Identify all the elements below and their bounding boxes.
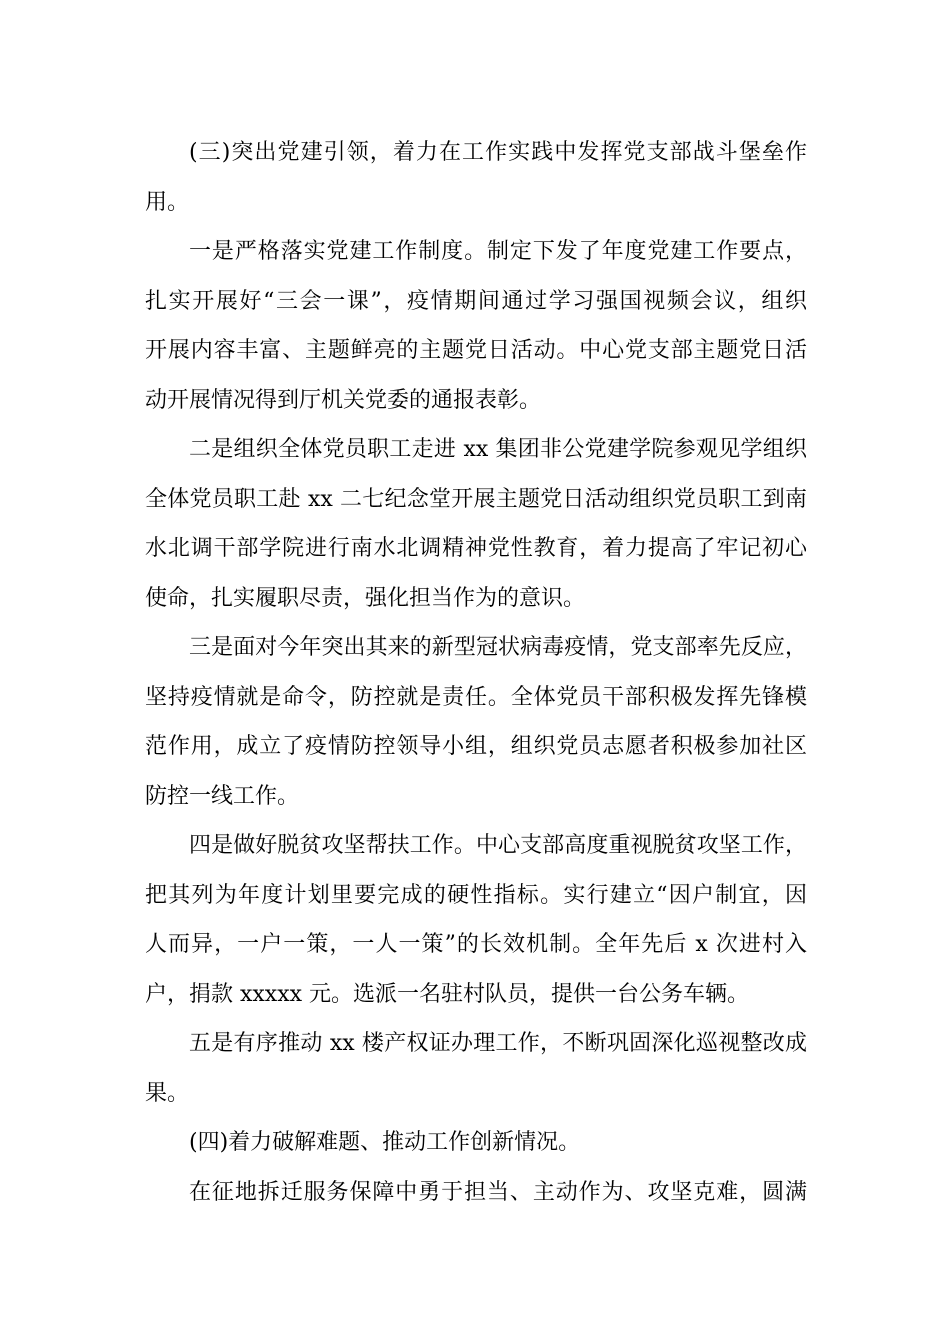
text-line: (四)着力破解难题、推动工作创新情况。: [189, 1130, 581, 1155]
text-line: 果。: [145, 1080, 190, 1106]
text-line: 户，捐款 xxxxx 元。选派一名驻村队员，提供一台公务车辆。: [145, 981, 750, 1007]
text-line: 人而异，一户一策，一人一策”的长效机制。全年先后 x 次进村入: [145, 932, 807, 957]
text-line: 使命，扎实履职尽责，强化担当作为的意识。: [145, 585, 586, 611]
text-line: 扎实开展好“三会一课”，疫情期间通过学习强国视频会议，组织: [145, 288, 807, 314]
section-heading-3: [145, 128, 807, 227]
paragraph-item-2: [145, 425, 807, 623]
paragraph-item-6: [145, 1168, 807, 1218]
paragraph-item-4: [145, 821, 807, 1019]
text-line: 防控一线工作。: [145, 783, 300, 809]
text-line: 二是组织全体党员职工走进 xx 集团非公党建学院参观见学组织: [189, 437, 807, 462]
paragraph-item-3: [145, 623, 807, 821]
text-line: 坚持疫情就是命令，防控就是责任。全体党员干部积极发挥先锋模: [145, 684, 807, 710]
text-line: 用。: [145, 189, 190, 215]
paragraph-item-1: [145, 227, 807, 425]
text-line: 五是有序推动 xx 楼产权证办理工作，不断巩固深化巡视整改成: [189, 1031, 807, 1056]
text-line: 在征地拆迁服务保障中勇于担当、主动作为、攻坚克难，圆满: [189, 1179, 807, 1205]
text-line: 三是面对今年突出其来的新型冠状病毒疫情，党支部率先反应，: [189, 635, 807, 660]
text-line: 范作用，成立了疫情防控领导小组，组织党员志愿者积极参加社区: [145, 734, 807, 759]
text-line: 四是做好脱贫攻坚帮扶工作。中心支部高度重视脱贫攻坚工作，: [189, 833, 807, 858]
text-line: 水北调干部学院进行南水北调精神党性教育，着力提高了牢记初心: [145, 536, 807, 561]
text-line: 把其列为年度计划里要完成的硬性指标。实行建立“因户制宜，因: [145, 882, 807, 908]
text-line: 全体党员职工赴 xx 二七纪念堂开展主题党日活动组织党员职工到南: [145, 486, 807, 512]
text-line: (三)突出党建引领，着力在工作实践中发挥党支部战斗堡垒作: [189, 140, 807, 165]
section-heading-4: [145, 1118, 807, 1168]
text-line: 一是严格落实党建工作制度。制定下发了年度党建工作要点，: [189, 239, 807, 264]
paragraph-item-5: [145, 1019, 807, 1118]
text-line: 开展内容丰富、主题鲜亮的主题党日活动。中心党支部主题党日活: [145, 338, 807, 363]
document-body: [145, 128, 807, 1217]
text-line: 动开展情况得到厅机关党委的通报表彰。: [145, 387, 542, 413]
